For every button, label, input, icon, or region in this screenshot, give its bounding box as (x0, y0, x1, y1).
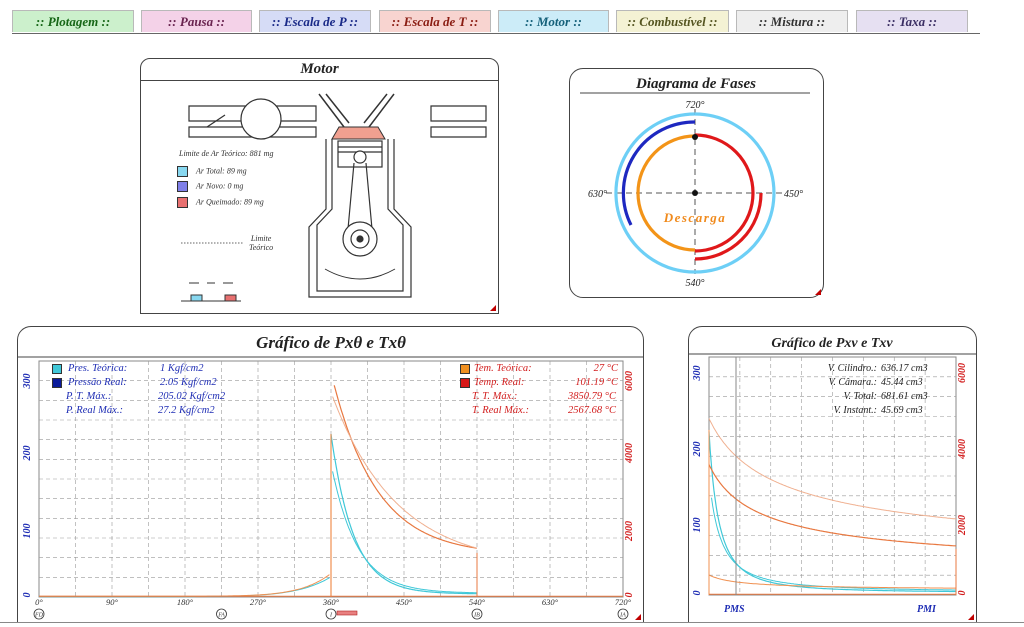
tab-2[interactable]: :: Pausa :: (141, 10, 252, 32)
air-total-swatch (177, 166, 188, 177)
piston (338, 141, 382, 167)
ptheta-legend-left-row (52, 405, 215, 416)
ptheta-legend-swatch (460, 407, 468, 415)
ptheta-x-tick: 540° (468, 597, 486, 607)
ptheta-legend-name: Pres. Teórica: (68, 363, 128, 374)
ptheta-legend-name: T. Real Máx.: (472, 405, 529, 416)
ptheta-legend-left-row (52, 391, 225, 402)
ptheta-legend-name: P. T. Máx.: (66, 391, 112, 402)
ptheta-legend-name: Temp. Real: (474, 377, 525, 388)
air-burned-swatch (177, 197, 188, 208)
ptheta-yright-tick: 2000 (624, 521, 635, 541)
motor-panel (140, 58, 499, 314)
phase-marker-center (692, 190, 698, 196)
ptheta-x-tick: 360° (322, 597, 340, 607)
ptheta-title: Gráfico de Pxθ e Txθ (256, 333, 406, 352)
phase-angle-left: 630° (588, 189, 607, 200)
ptheta-legend-value: 2567.68 °C (568, 405, 616, 416)
ptheta-legend-right-row (460, 377, 618, 388)
pv-stat-row (785, 391, 928, 402)
ptheta-legend-name: T. T. Máx.: (472, 391, 518, 402)
phase-marker-top (692, 134, 698, 140)
bottom-border (0, 622, 1024, 623)
ptheta-x-tick: 90° (106, 597, 118, 607)
pv-stat-value: 681.61 cm3 (881, 391, 928, 402)
air-new-label: Ar Novo: 0 mg (196, 181, 244, 191)
ptheta-x-tick: 720° (614, 597, 632, 607)
ptheta-legend-value: 27.2 Kgf/cm2 (158, 405, 215, 416)
air-bars (181, 283, 241, 301)
ptheta-x-tick: 450° (395, 597, 413, 607)
ptheta-marker-label: IB (474, 612, 480, 619)
air-legend-new (177, 181, 243, 192)
tab-8[interactable]: :: Taxa :: (856, 10, 968, 32)
ptheta-yright-tick: 0 (624, 592, 635, 598)
phase-state-label: Descarga (663, 210, 727, 225)
pv-stat-name: V. Total: (843, 391, 877, 402)
connecting-rod (343, 163, 377, 256)
ptheta-legend-value: 2.05 Kgf/cm2 (160, 377, 217, 388)
air-total-label: Ar Total: 89 mg (196, 166, 247, 176)
tab-bar-divider (12, 33, 980, 34)
tab-6[interactable]: :: Combustível :: (616, 10, 729, 32)
air-burned-label: Ar Queimado: 89 mg (196, 197, 264, 207)
limit-label-line2: Teórico (249, 243, 274, 252)
ptheta-yright-tick: 6000 (624, 371, 635, 391)
phase-arc-compression (695, 135, 753, 251)
pv-x-end: PMI (917, 604, 936, 615)
air-new-swatch (177, 181, 188, 192)
tab-4[interactable]: :: Escala de T :: (379, 10, 491, 32)
phase-angle-bottom: 540° (685, 278, 705, 289)
pv-yright-tick: 0 (957, 590, 968, 596)
ptheta-legend-swatch (52, 378, 62, 388)
pv-yleft-tick: 0 (692, 590, 703, 596)
pv-yleft-tick: 300 (692, 365, 703, 381)
ptheta-legend-value: 3850.79 °C (568, 391, 616, 402)
phase-resize-corner[interactable] (815, 289, 821, 295)
pv-resize-corner[interactable] (968, 614, 974, 620)
pv-stat-value: 45.44 cm3 (881, 377, 923, 388)
ptheta-resize-corner[interactable] (635, 614, 641, 620)
pv-stat-value: 636.17 cm3 (881, 363, 928, 374)
valves (319, 94, 394, 127)
ptheta-marker-label: IA (620, 612, 626, 619)
pv-stat-name: V. Instant.: (833, 405, 877, 416)
ptheta-legend-left-row (52, 363, 203, 374)
ptheta-marker-label: FD (35, 612, 43, 619)
ptheta-panel (17, 326, 644, 623)
ptheta-yleft-tick: 300 (22, 373, 33, 389)
ptheta-legend-right-row (460, 363, 618, 374)
ptheta-legend-value: 27 °C (593, 363, 618, 374)
ptheta-legend-value: 101.19 °C (575, 377, 618, 388)
tab-3[interactable]: :: Escala de P :: (259, 10, 371, 32)
ptheta-legend-swatch (52, 393, 60, 401)
ptheta-x-tick: 0° (35, 597, 43, 607)
motor-panel-title: Motor (300, 61, 339, 77)
phase-diagram (570, 69, 823, 297)
ptheta-legend-name: Tem. Teórica: (474, 363, 532, 374)
ptheta-x-tick: 630° (541, 597, 559, 607)
pv-stat-row (785, 377, 923, 388)
air-limit-text: Limite de Ar Teórico: 881 mg (179, 149, 274, 158)
ptheta-yleft-tick: 200 (22, 445, 33, 461)
pv-x-start: PMS (724, 604, 745, 615)
air-legend-burned (177, 197, 264, 208)
combustion-chamber (332, 127, 385, 139)
ptheta-legend-left-row (52, 377, 217, 388)
phase-title: Diagrama de Fases (636, 76, 756, 92)
motor-resize-corner[interactable] (490, 305, 496, 311)
ptheta-legend-right-row (460, 405, 616, 416)
phase-angle-right: 450° (784, 189, 803, 200)
ptheta-x-tick: 270° (249, 597, 267, 607)
ptheta-legend-value: 205.02 Kgf/cm2 (158, 391, 226, 402)
pv-stat-value: 45.69 cm3 (881, 405, 923, 416)
ptheta-legend-swatch (52, 407, 60, 415)
ptheta-legend-name: Pressão Real: (68, 377, 127, 388)
ptheta-legend-swatch (52, 364, 62, 374)
pv-stat-name: V. Câmara.: (828, 377, 877, 388)
pv-yleft-tick: 100 (692, 517, 703, 533)
pv-panel (688, 326, 977, 623)
ptheta-legend-swatch (460, 393, 468, 401)
limit-label-line1: Limite (250, 234, 272, 243)
ptheta-legend-name: P. Real Máx.: (66, 405, 123, 416)
ptheta-yleft-tick: 0 (22, 592, 33, 598)
pv-stat-row (785, 405, 923, 416)
pv-title: Gráfico de Pxv e Txv (771, 336, 893, 351)
ptheta-legend-swatch (460, 364, 470, 374)
ptheta-marker-label: FA (218, 612, 225, 619)
ptheta-legend-swatch (460, 378, 470, 388)
ptheta-legend-value: 1 Kgf/cm2 (160, 363, 204, 374)
phase-panel (569, 68, 824, 298)
tab-1[interactable]: :: Plotagem :: (12, 10, 134, 32)
pv-yright-tick: 6000 (957, 363, 968, 383)
pv-yleft-tick: 200 (692, 441, 703, 457)
tab-5[interactable]: :: Motor :: (498, 10, 609, 32)
air-legend-total (177, 166, 247, 177)
ptheta-yright-tick: 4000 (624, 443, 635, 463)
pv-stat-name: V. Cilindro.: (827, 363, 877, 374)
ptheta-yleft-tick: 100 (22, 523, 33, 539)
pv-yright-tick: 4000 (957, 439, 968, 459)
tab-7[interactable]: :: Mistura :: (736, 10, 848, 32)
ptheta-legend-right-row (460, 391, 616, 402)
pv-stat-row (785, 363, 928, 374)
pv-yright-tick: 2000 (957, 515, 968, 535)
phase-angle-top: 720° (685, 100, 705, 111)
ptheta-position-indicator (337, 611, 357, 615)
ptheta-marker-label: I (330, 612, 332, 619)
limit-label (249, 234, 273, 252)
crankcase (325, 269, 395, 279)
ptheta-x-tick: 180° (176, 597, 194, 607)
